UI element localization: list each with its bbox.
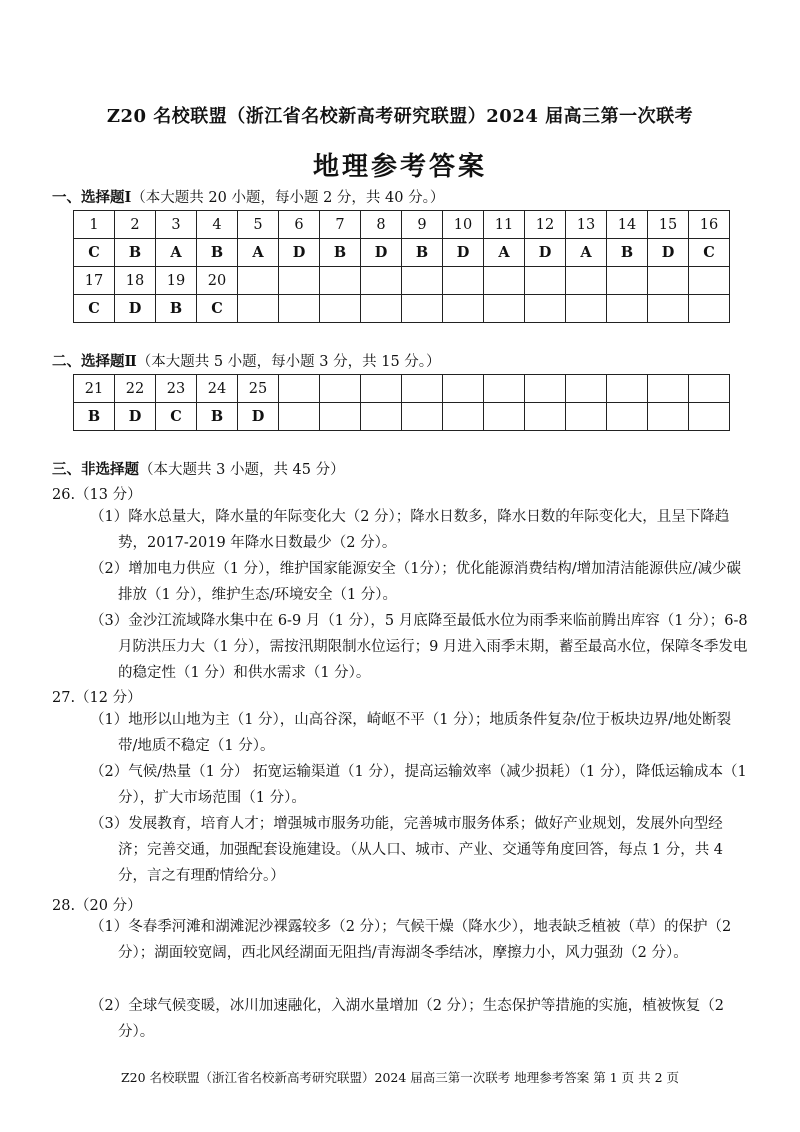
empty-cell — [689, 295, 730, 323]
question-number: 2 — [115, 211, 156, 239]
question-26-answer-2: （2）增加电力供应（1 分），维护国家能源安全（1分）；优化能源消费结构/增加清洁能源供应/减少碳排放（1 分），维护生态/环境安全（1 分）。 — [90, 561, 742, 603]
page-footer: Z20 名校联盟（浙江省名校新高考研究联盟）2024 届高三第一次联考 地理参考答案 第 1 页 共 2 页 — [120, 1070, 680, 1085]
question-number: 16 — [689, 211, 730, 239]
page-title: 地理参考答案 — [312, 152, 487, 182]
answer-cell: A — [238, 239, 279, 267]
answer-cell: C — [74, 239, 115, 267]
section3-heading — [52, 458, 345, 479]
empty-cell — [648, 295, 689, 323]
empty-cell — [484, 295, 525, 323]
empty-cell — [320, 403, 361, 431]
empty-cell — [689, 267, 730, 295]
empty-cell — [443, 267, 484, 295]
answer-cell: A — [156, 239, 197, 267]
empty-cell — [443, 375, 484, 403]
answer-cell: D — [648, 239, 689, 267]
question-number: 20 — [197, 267, 238, 295]
answer-cell: B — [74, 403, 115, 431]
empty-cell — [279, 295, 320, 323]
empty-cell — [525, 295, 566, 323]
section3-title: 三、非选择题 — [52, 461, 139, 478]
answer-cell: D — [361, 239, 402, 267]
empty-cell — [525, 403, 566, 431]
question-28-answer-2: （2）全球气候变暖，冰川加速融化，入湖水量增加（2 分）；生态保护等措施的实施，植被恢复（2 分）。 — [90, 998, 725, 1040]
question-number: 21 — [74, 375, 115, 403]
question-27-answer-2: （2）气候/热量（1 分） 拓宽运输渠道（1 分），提高运输效率（减少损耗）（1 分），降低运输成本（1 分），扩大市场范围（1 分）。 — [90, 764, 747, 806]
answer-cell: B — [156, 295, 197, 323]
question-number: 6 — [279, 211, 320, 239]
answer-cell: D — [443, 239, 484, 267]
empty-cell — [320, 295, 361, 323]
empty-cell — [443, 403, 484, 431]
section2-heading — [52, 350, 441, 371]
empty-cell — [238, 295, 279, 323]
question-number: 12 — [525, 211, 566, 239]
question-number: 10 — [443, 211, 484, 239]
empty-cell — [607, 403, 648, 431]
empty-cell — [361, 267, 402, 295]
section2-note: （本大题共 5 小题，每小题 3 分，共 15 分。） — [136, 354, 441, 370]
question-number: 24 — [197, 375, 238, 403]
table-row-numbers — [74, 375, 730, 403]
answer-cell: C — [74, 295, 115, 323]
empty-cell — [361, 403, 402, 431]
answer-cell: D — [115, 295, 156, 323]
answer-cell: D — [238, 403, 279, 431]
question-number: 14 — [607, 211, 648, 239]
answer-cell: B — [197, 239, 238, 267]
table-row-answers — [74, 239, 730, 267]
empty-cell — [402, 295, 443, 323]
empty-cell — [361, 375, 402, 403]
question-28-label: 28.（20 分） — [52, 898, 142, 914]
empty-cell — [648, 403, 689, 431]
question-27-label: 27.（12 分） — [52, 690, 142, 706]
answer-cell: B — [607, 239, 648, 267]
question-number: 7 — [320, 211, 361, 239]
question-number: 19 — [156, 267, 197, 295]
table-row-answers — [74, 403, 730, 431]
section2-title: 二、选择题Ⅱ — [52, 353, 137, 370]
question-26-answer-3: （3）金沙江流域降水集中在 6-9 月（1 分），5 月底降至最低水位为雨季来临前腾出库容（1 分）；6-8 月防洪压力大（1 分），需按汛期限制水位运行；9 月进入雨季末期，蓄至最高水位，保障冬季发电的稳定性（1 分）和供水需求（1 分）。 — [90, 613, 748, 681]
question-number: 15 — [648, 211, 689, 239]
section2-answer-table — [73, 374, 730, 431]
empty-cell — [320, 267, 361, 295]
answer-cell: A — [484, 239, 525, 267]
question-number: 3 — [156, 211, 197, 239]
empty-cell — [648, 267, 689, 295]
empty-cell — [279, 375, 320, 403]
empty-cell — [566, 403, 607, 431]
answer-cell: B — [115, 239, 156, 267]
table-row-numbers — [74, 267, 730, 295]
question-27-answer-1: （1）地形以山地为主（1 分），山高谷深，崎岖不平（1 分）；地质条件复杂/位于板块边界/地处断裂带/地质不稳定（1 分）。 — [90, 712, 732, 754]
question-number: 22 — [115, 375, 156, 403]
question-number: 9 — [402, 211, 443, 239]
question-26-answer-1: （1）降水总量大，降水量的年际变化大（2 分）；降水日数多，降水日数的年际变化大，且呈下降趋势，2017-2019 年降水日数最少（2 分）。 — [90, 509, 730, 551]
table-row-answers — [74, 295, 730, 323]
empty-cell — [607, 375, 648, 403]
empty-cell — [238, 267, 279, 295]
empty-cell — [525, 375, 566, 403]
empty-cell — [648, 375, 689, 403]
question-26-label: 26.（13 分） — [52, 487, 142, 503]
question-27-answer-3: （3）发展教育，培育人才；增强城市服务功能，完善城市服务体系；做好产业规划，发展外向型经济；完善交通，加强配套设施建设。（从人口、城市、产业、交通等角度回答，每点 1 分，共 4 分，言之有理酌情给分。） — [90, 816, 724, 884]
question-number: 18 — [115, 267, 156, 295]
empty-cell — [607, 295, 648, 323]
answer-cell: C — [689, 239, 730, 267]
empty-cell — [484, 403, 525, 431]
answer-cell: C — [197, 295, 238, 323]
empty-cell — [525, 267, 566, 295]
empty-cell — [402, 267, 443, 295]
question-number: 4 — [197, 211, 238, 239]
section1-answer-table — [73, 210, 730, 323]
empty-cell — [566, 295, 607, 323]
answer-cell: B — [197, 403, 238, 431]
answer-cell: C — [156, 403, 197, 431]
empty-cell — [279, 267, 320, 295]
answer-cell: B — [402, 239, 443, 267]
empty-cell — [320, 375, 361, 403]
empty-cell — [402, 403, 443, 431]
section3-note: （本大题共 3 小题，共 45 分） — [139, 462, 345, 478]
answer-cell: A — [566, 239, 607, 267]
empty-cell — [402, 375, 443, 403]
empty-cell — [566, 375, 607, 403]
empty-cell — [689, 375, 730, 403]
empty-cell — [689, 403, 730, 431]
question-number: 11 — [484, 211, 525, 239]
empty-cell — [607, 267, 648, 295]
empty-cell — [566, 267, 607, 295]
question-number: 5 — [238, 211, 279, 239]
table-row-numbers — [74, 211, 730, 239]
question-number: 23 — [156, 375, 197, 403]
section1-title: 一、选择题Ⅰ — [52, 189, 132, 206]
question-28-answer-1: （1）冬春季河滩和湖滩泥沙裸露较多（2 分）；气候干燥（降水少），地表缺乏植被（草）的保护（2 分）；湖面较宽阔，西北风经湖面无阻挡/青海湖冬季结冰，摩擦力小，风力强劲（2 分）。 — [90, 919, 732, 961]
answer-cell: D — [525, 239, 566, 267]
question-number: 13 — [566, 211, 607, 239]
question-number: 25 — [238, 375, 279, 403]
answer-cell: D — [115, 403, 156, 431]
section1-heading — [52, 186, 444, 207]
question-number: 17 — [74, 267, 115, 295]
answer-cell: B — [320, 239, 361, 267]
section1-note: （本大题共 20 小题，每小题 2 分，共 40 分。） — [131, 190, 445, 206]
question-number: 1 — [74, 211, 115, 239]
empty-cell — [279, 403, 320, 431]
empty-cell — [484, 267, 525, 295]
answer-cell: D — [279, 239, 320, 267]
exam-title: Z20 名校联盟（浙江省名校新高考研究联盟）2024 届高三第一次联考 — [106, 106, 694, 127]
question-number: 8 — [361, 211, 402, 239]
empty-cell — [361, 295, 402, 323]
empty-cell — [443, 295, 484, 323]
empty-cell — [484, 375, 525, 403]
